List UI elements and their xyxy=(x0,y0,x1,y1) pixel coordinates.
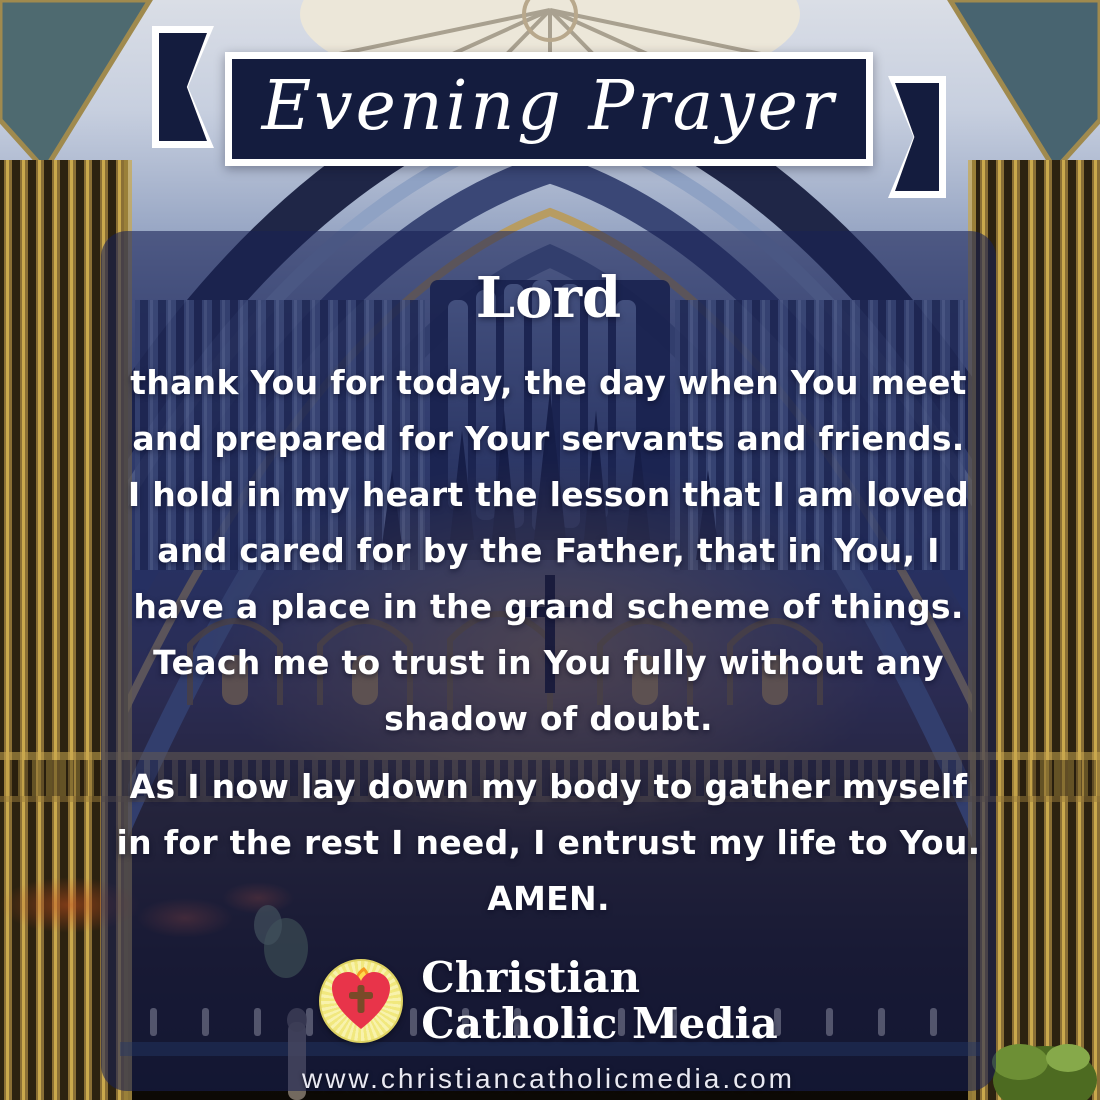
prayer-line: I hold in my heart the lesson that I am loved xyxy=(127,475,970,514)
banner-title: Evening Prayer xyxy=(261,66,837,146)
brand-logo xyxy=(319,955,777,1047)
website-url: www.christiancatholicmedia.com xyxy=(301,1063,796,1094)
prayer-line: thank You for today, the day when You meet xyxy=(130,363,967,402)
prayer-heading: Lord xyxy=(475,265,622,331)
prayer-line: and prepared for Your servants and friends. xyxy=(132,419,965,458)
prayer-line: have a place in the grand scheme of things. xyxy=(133,587,964,626)
brand-name-line1: Christian xyxy=(421,953,641,1002)
banner xyxy=(225,52,873,166)
prayer-line: As I now lay down my body to gather myself xyxy=(129,767,968,806)
prayer-line: Teach me to trust in You fully without any xyxy=(153,643,944,682)
prayer-amen: AMEN. xyxy=(487,879,610,918)
brand-name-line2: Catholic Media xyxy=(421,999,778,1048)
ribbon-left-fold xyxy=(152,26,214,148)
prayer-line: shadow of doubt. xyxy=(384,699,713,738)
ribbon-right-fold xyxy=(888,76,946,198)
sacred-heart-sunburst-icon xyxy=(319,959,403,1043)
prayer-line: in for the rest I need, I entrust my life to You. xyxy=(116,823,981,862)
prayer-panel xyxy=(101,231,996,1094)
prayer-text xyxy=(117,355,981,927)
prayer-line: and cared for by the Father, that in You, I xyxy=(157,531,940,570)
brand-name xyxy=(421,955,777,1047)
